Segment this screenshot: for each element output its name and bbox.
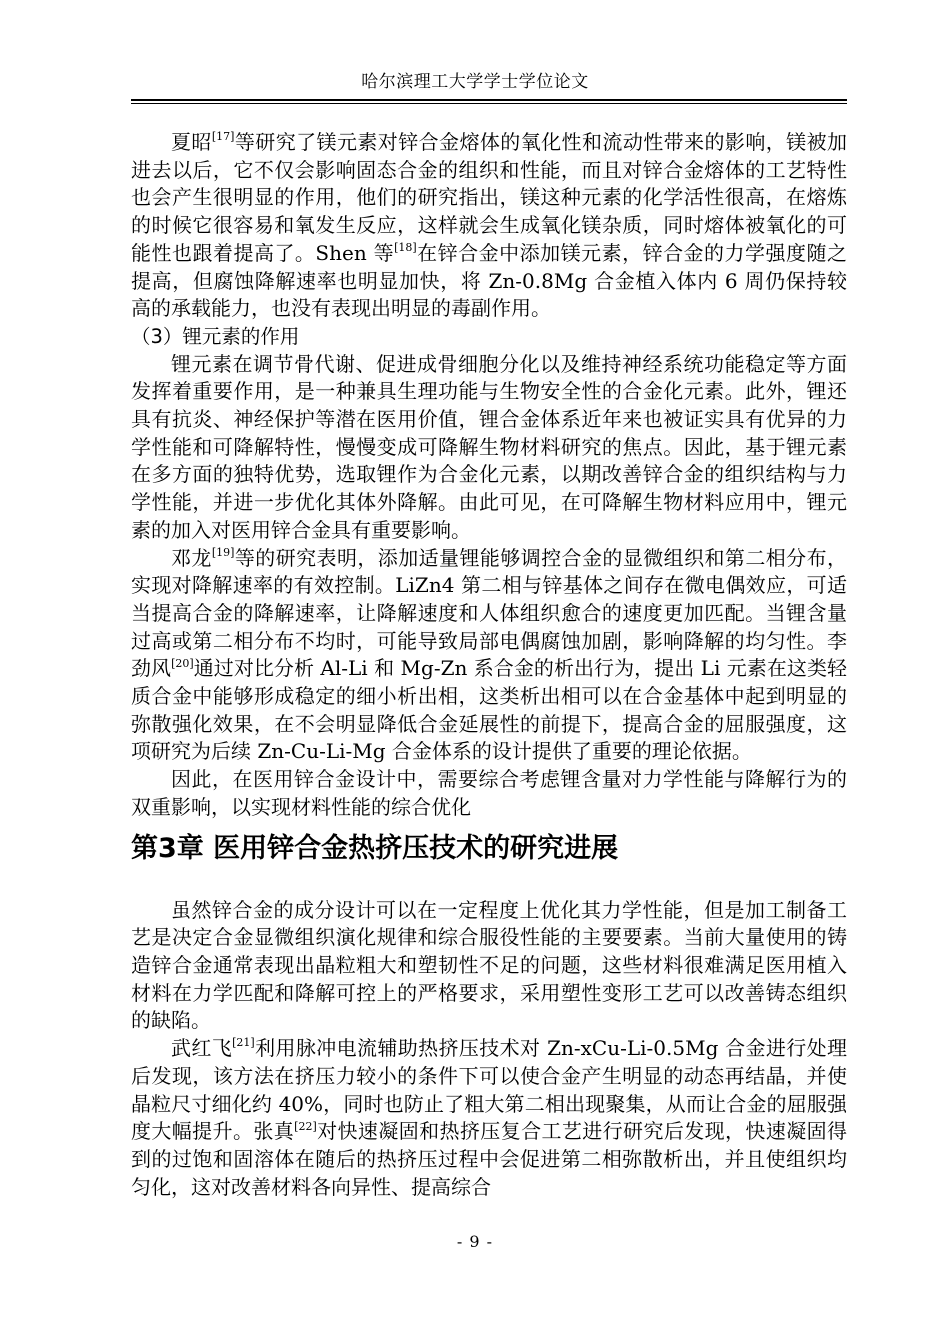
chapter-title: 第3章 医用锌合金热挤压技术的研究进展 — [131, 832, 619, 864]
citation-20: [20] — [171, 656, 194, 670]
paragraph-lithium-role: 锂元素在调节骨代谢、促进成骨细胞分化以及维持神经系统功能稳定等方面发挥着重要作用，是一种兼具生理功能与生物安全性的合金化元素。此外，锂还具有抗炎、神经保护等潜在医用价值，锂合金体系近年来也被证实具有优异的力学性能和可降解特性，慢慢变成可降解生物材料研究的焦点。因此，基于锂元素在多方面的独特优势，选取锂作为合金化元素，以期改善锌合金的组织结构与力学性能，并进一步优化其体外降解。由此可见，在可降解生物材料应用中，锂元素的加入对医用锌合金具有重要影响。 — [131, 351, 847, 542]
header-rule-thin — [131, 103, 847, 104]
paragraph-magnesium-effects: 夏昭[17]等研究了镁元素对锌合金熔体的氧化性和流动性带来的影响，镁被加进去以后，它不仅会影响固态合金的组织和性能，而且对锌合金熔体的工艺特性也会产生很明显的作用，他们的研究指出，镁这种元素的化学活性很高，在熔炼的时候它很容易和氧发生反应，这样就会生成氧化镁杂质，同时熔体被氧化的可能性也跟着提高了。Shen 等[18]在锌合金中添加镁元素，锌合金的力学强度随之提高，但腐蚀降解速率也明显加快，将 Zn-0.8Mg 合金植入体内 6 周仍保持较高的承载能力，也没有表现出明显的毒副作用。 — [131, 130, 848, 321]
paragraph-lithium-studies: 邓龙[19]等的研究表明，添加适量锂能够调控合金的显微组织和第二相分布，实现对降解速率的有效控制。LiZn4 第二相与锌基体之间存在微电偶效应，可适当提高合金的降解速率，让降解速度和人体组织愈合的速度更加匹配。当锂含量过高或第二相分布不均时，可能导致局部电偶腐蚀加剧，影响降解的均匀性。李劲风[20]通过对比分析 Al-Li 和 Mg-Zn 系合金的析出行为，提出 Li 元素在这类轻质合金中能够形成稳定的细小析出相，这类析出相可以在合金基体中起到明显的弥散强化效果，在不会明显降低合金延展性的前提下，提高合金的屈服强度，这项研究为后续 Zn-Cu-Li-Mg 合金体系的设计提供了重要的理论依据。 — [131, 545, 848, 764]
paragraph-hot-extrusion-studies: 武红飞[21]利用脉冲电流辅助热挤压技术对 Zn-xCu-Li-0.5Mg 合金进行处理后发现，该方法在挤压力较小的条件下可以使合金产生明显的动态再结晶，并使晶粒尺寸细化约 40%，同时也防止了粗大第二相出现聚集，从而让合金的屈服强度大幅提升。张真[22]对快速凝固和热挤压复合工艺进行研究后发现，快速凝固得到的过饱和固溶体在随后的热挤压过程中会促进第二相弥散析出，并且使组织均匀化，这对改善材料各向异性、提高综合 — [131, 1036, 848, 1199]
section-subheading-lithium: （3）锂元素的作用 — [131, 324, 300, 348]
running-header: 哈尔滨理工大学学士学位论文 — [361, 72, 589, 92]
citation-17: [17] — [211, 130, 235, 144]
citation-18: [18] — [394, 241, 417, 255]
paragraph-lithium-conclusion: 因此，在医用锌合金设计中，需要综合考虑锂含量对力学性能与降解行为的双重影响，以实现材料性能的综合优化 — [131, 767, 847, 819]
paragraph-processing-intro: 虽然锌合金的成分设计可以在一定程度上优化其力学性能，但是加工制备工艺是决定合金显微组织演化规律和综合服役性能的主要要素。当前大量使用的铸造锌合金通常表现出晶粒粗大和塑韧性不足的问题，这些材料很难满足医用植入材料在力学匹配和降解可控上的严格要求，采用塑性变形工艺可以改善铸态组织的缺陷。 — [131, 897, 847, 1033]
page-body — [131, 129, 847, 1201]
citation-19: [19] — [211, 545, 235, 559]
page-number: - 9 - — [456, 1232, 494, 1251]
citation-22: [22] — [294, 1119, 317, 1133]
header-rule-thick — [131, 99, 847, 101]
citation-21: [21] — [232, 1036, 255, 1050]
